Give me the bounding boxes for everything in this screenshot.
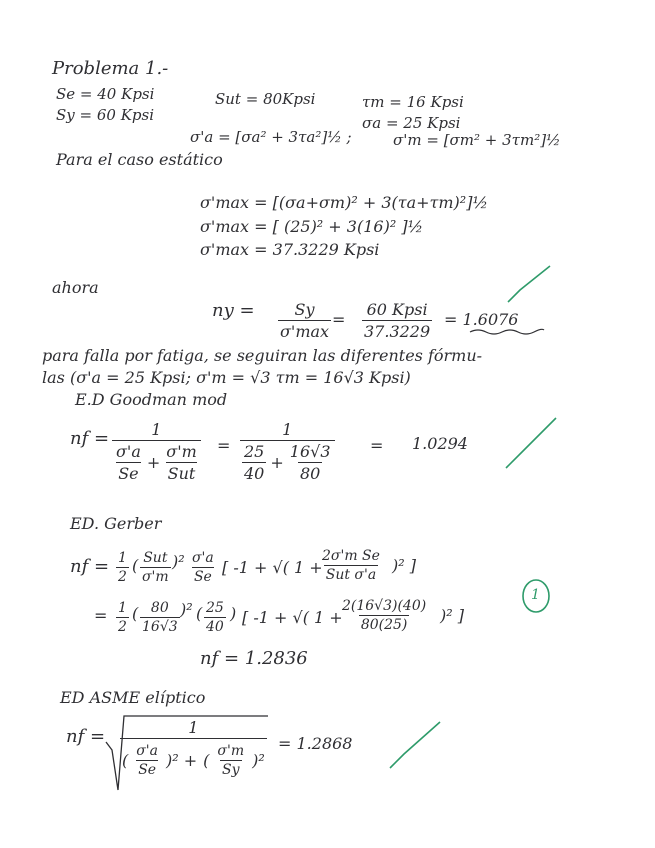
goodman-result: 1.0294 xyxy=(412,434,468,453)
gerber-b-num: σ'a xyxy=(192,550,214,566)
ny-equals: = xyxy=(332,310,346,329)
gerber-nf-lhs: nf = xyxy=(70,556,110,577)
gerber-bracket-end-1: )² ] xyxy=(392,556,416,575)
gerber-f-den: 80(25) xyxy=(360,617,408,633)
asme-term-2-den: Sy xyxy=(222,762,240,778)
gerber-c-num: 2σ'm Se xyxy=(322,548,380,564)
static-max-line-2: σ'max = [ (25)² + 3(16)² ]½ xyxy=(200,217,424,236)
static-max-line-1: σ'max = [(σa+σm)² + 3(τa+τm)²]½ xyxy=(200,193,488,212)
goodman-symbolic-one: 1 xyxy=(151,420,162,439)
ny-result: = 1.6076 xyxy=(444,310,519,329)
gerber-a-den: σ'm xyxy=(142,569,169,585)
sut-value: Sut = 80Kpsi xyxy=(215,90,316,108)
gerber-f-num: 2(16√3)(40) xyxy=(342,598,427,614)
gerber-paren-open-1: ( xyxy=(132,556,139,575)
gerber-paren-close-3: ) xyxy=(230,604,237,623)
check-mark-icon xyxy=(390,722,440,768)
static-max-line-3: σ'max = 37.3229 Kpsi xyxy=(200,240,380,259)
check-mark-icon xyxy=(508,266,550,302)
goodman-num-term-1-den: 40 xyxy=(244,464,265,483)
sy-value: Sy = 60 Kpsi xyxy=(56,106,155,124)
asme-nf-lhs: nf = xyxy=(66,726,106,747)
gerber-c-den: Sut σ'a xyxy=(325,567,377,583)
ny-fraction-den: σ'max xyxy=(280,322,330,341)
problem-title: Problema 1.- xyxy=(52,58,169,79)
ahora-label: ahora xyxy=(52,278,99,297)
gerber-a-num: Sut xyxy=(143,550,168,566)
fatigue-intro-line-1: para falla por fatiga, se seguiran las diferentes fórmu- xyxy=(42,346,483,365)
gerber-result: nf = 1.2836 xyxy=(200,648,308,669)
goodman-equals-2: = xyxy=(370,436,384,455)
gerber-bracket-part-1: [ -1 + √( 1 + xyxy=(222,558,323,577)
ny-numeric-num: 60 Kpsi xyxy=(366,300,428,319)
asme-sqrt-sign xyxy=(106,716,268,790)
sigma-m-equivalent-formula: σ'm = [σm² + 3τm²]½ xyxy=(393,131,561,149)
asme-heading: ED ASME elíptico xyxy=(60,688,206,707)
gerber-half-2-den: 2 xyxy=(118,619,127,635)
asme-term-2-num: σ'm xyxy=(217,743,245,759)
gerber-bracket-end-2: )² ] xyxy=(440,606,464,625)
plus-sign: + xyxy=(146,453,161,472)
gerber-b-den: Se xyxy=(193,569,212,585)
gerber-e-den: 40 xyxy=(206,619,224,635)
gerber-paren-close-1: )² xyxy=(172,552,185,571)
goodman-nf-lhs: nf = xyxy=(70,428,110,449)
gerber-equals: = xyxy=(94,606,108,625)
gerber-bracket-part-2: [ -1 + √( 1 + xyxy=(242,608,343,627)
gerber-half-den: 2 xyxy=(118,569,127,585)
gerber-e-num: 25 xyxy=(206,600,224,616)
ny-lhs: ny = xyxy=(212,300,255,321)
goodman-num-term-2-num: 16√3 xyxy=(289,442,331,461)
asme-term-1-den: Se xyxy=(138,762,157,778)
circled-score-label: 1 xyxy=(531,587,540,603)
goodman-num-term-1-num: 25 xyxy=(244,442,265,461)
sigma-a-value: σa = 25 Kpsi xyxy=(362,114,461,132)
goodman-equals-1: = xyxy=(217,436,231,455)
gerber-paren-open-3: ( xyxy=(196,604,203,623)
goodman-numeric-one: 1 xyxy=(282,420,293,439)
tau-m-value: τm = 16 Kpsi xyxy=(362,93,464,111)
plus-sign: + xyxy=(270,453,284,472)
goodman-term-1-den: Se xyxy=(118,464,139,483)
goodman-term-1-num: σ'a xyxy=(116,442,141,461)
gerber-half-num: 1 xyxy=(118,550,127,566)
gerber-paren-close-2: )² xyxy=(180,600,193,619)
gerber-paren-open-2: ( xyxy=(132,604,139,623)
goodman-term-2-den: Sut xyxy=(167,464,196,483)
sigma-a-equivalent-formula: σ'a = [σa² + 3τa²]½ ; xyxy=(190,128,352,146)
goodman-heading: E.D Goodman mod xyxy=(75,390,228,409)
asme-paren-open-2: ( xyxy=(203,751,210,770)
fatigue-intro-line-2: las (σ'a = 25 Kpsi; σ'm = √3 τm = 16√3 Kpsi) xyxy=(42,368,411,387)
static-case-heading: Para el caso estático xyxy=(56,150,223,169)
se-value: Se = 40 Kpsi xyxy=(56,85,155,103)
asme-paren-open-1: ( xyxy=(122,751,129,770)
asme-term-1-num: σ'a xyxy=(136,743,159,759)
asme-paren-close-2: )² xyxy=(252,751,265,770)
gerber-d-den: 16√3 xyxy=(142,619,178,635)
ny-result-underline xyxy=(470,329,544,334)
gerber-d-num: 80 xyxy=(150,600,169,616)
ny-fraction-num: Sy xyxy=(294,300,315,319)
gerber-half-2-num: 1 xyxy=(118,600,127,616)
check-mark-icon xyxy=(506,418,556,468)
asme-paren-close-1: )² + xyxy=(166,751,198,770)
asme-one: 1 xyxy=(188,718,199,737)
ny-numeric-den: 37.3229 xyxy=(364,322,431,341)
gerber-heading: ED. Gerber xyxy=(70,514,162,533)
goodman-num-term-2-den: 80 xyxy=(299,464,321,483)
goodman-term-2-num: σ'm xyxy=(166,442,197,461)
asme-result: = 1.2868 xyxy=(278,734,353,753)
